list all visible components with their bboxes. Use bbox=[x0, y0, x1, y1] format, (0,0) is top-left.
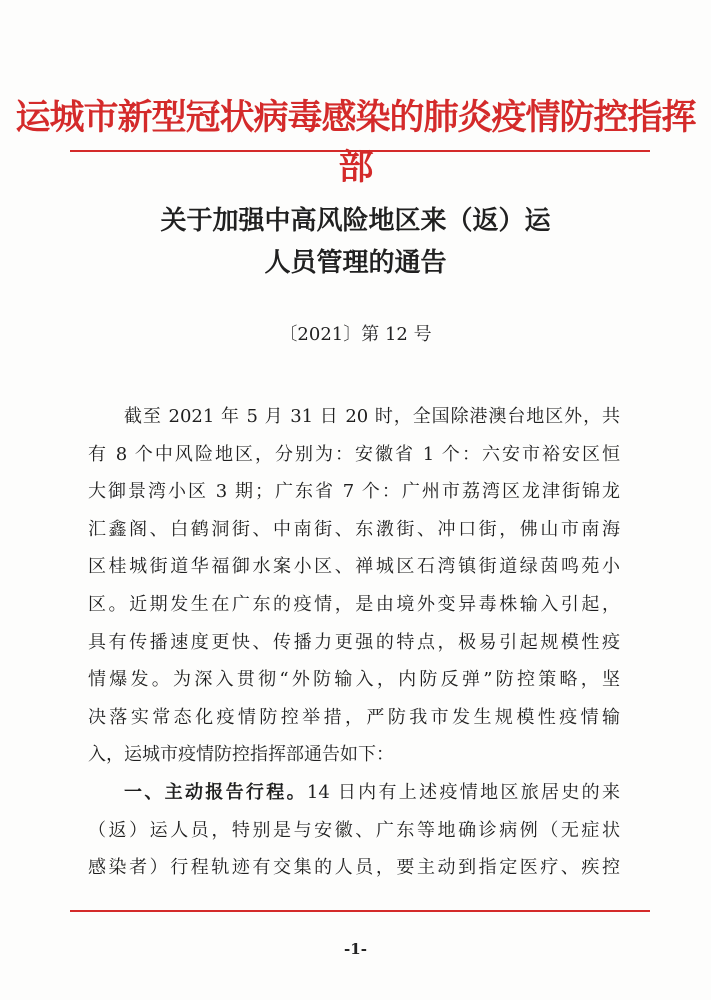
body-line: 有 8 个中风险地区，分别为：安徽省 1 个：六安市裕安区恒 bbox=[88, 443, 620, 465]
masthead-red-rule bbox=[70, 150, 650, 152]
section-1-heading: 一、主动报告行程。 bbox=[124, 781, 307, 803]
body-line: 感染者）行程轨迹有交集的人员，要主动到指定医疗、疾控 bbox=[88, 857, 620, 879]
body-line: 决落实常态化疫情防控举措，严防我市发生规模性疫情输 bbox=[88, 706, 620, 728]
notice-body bbox=[88, 398, 620, 887]
body-line: 区桂城街道华福御水案小区、禅城区石湾镇街道绿茵鸣苑小 bbox=[88, 556, 620, 578]
body-line: 具有传播速度更快、传播力更强的特点，极易引起规模性疫 bbox=[88, 631, 620, 653]
document-number: 〔2021〕第 12 号 bbox=[279, 324, 432, 345]
notice-title bbox=[0, 200, 711, 284]
body-line: 入，运城市疫情防控指挥部通告如下： bbox=[88, 744, 394, 766]
body-line: （返）运人员，特别是与安徽、广东等地确诊病例（无症状 bbox=[88, 819, 620, 841]
footer-red-rule bbox=[70, 910, 650, 912]
body-line: 情爆发。为深入贯彻“外防输入，内防反弹”防控策略，坚 bbox=[88, 669, 620, 691]
body-line: 大御景湾小区 3 期；广东省 7 个：广州市荔湾区龙津街锦龙 bbox=[88, 481, 620, 503]
notice-title-line-2: 人员管理的通告 bbox=[264, 248, 447, 278]
body-line: 汇鑫阁、白鹤洞街、中南街、东漖街、冲口街，佛山市南海 bbox=[88, 518, 620, 540]
page-number: -1- bbox=[344, 940, 367, 958]
section-1-text: 14 日内有上述疫情地区旅居史的来 bbox=[306, 781, 621, 803]
masthead-title: 运城市新型冠状病毒感染的肺炎疫情防控指挥部 bbox=[15, 97, 696, 188]
body-line: 截至 2021 年 5 月 31 日 20 时，全国除港澳台地区外，共 bbox=[124, 406, 620, 427]
body-line: 区。近期发生在广东的疫情，是由境外变异毒株输入引起， bbox=[88, 593, 620, 615]
notice-title-line-1: 关于加强中高风险地区来（返）运 bbox=[160, 206, 551, 236]
section-1-first-line bbox=[88, 774, 620, 812]
